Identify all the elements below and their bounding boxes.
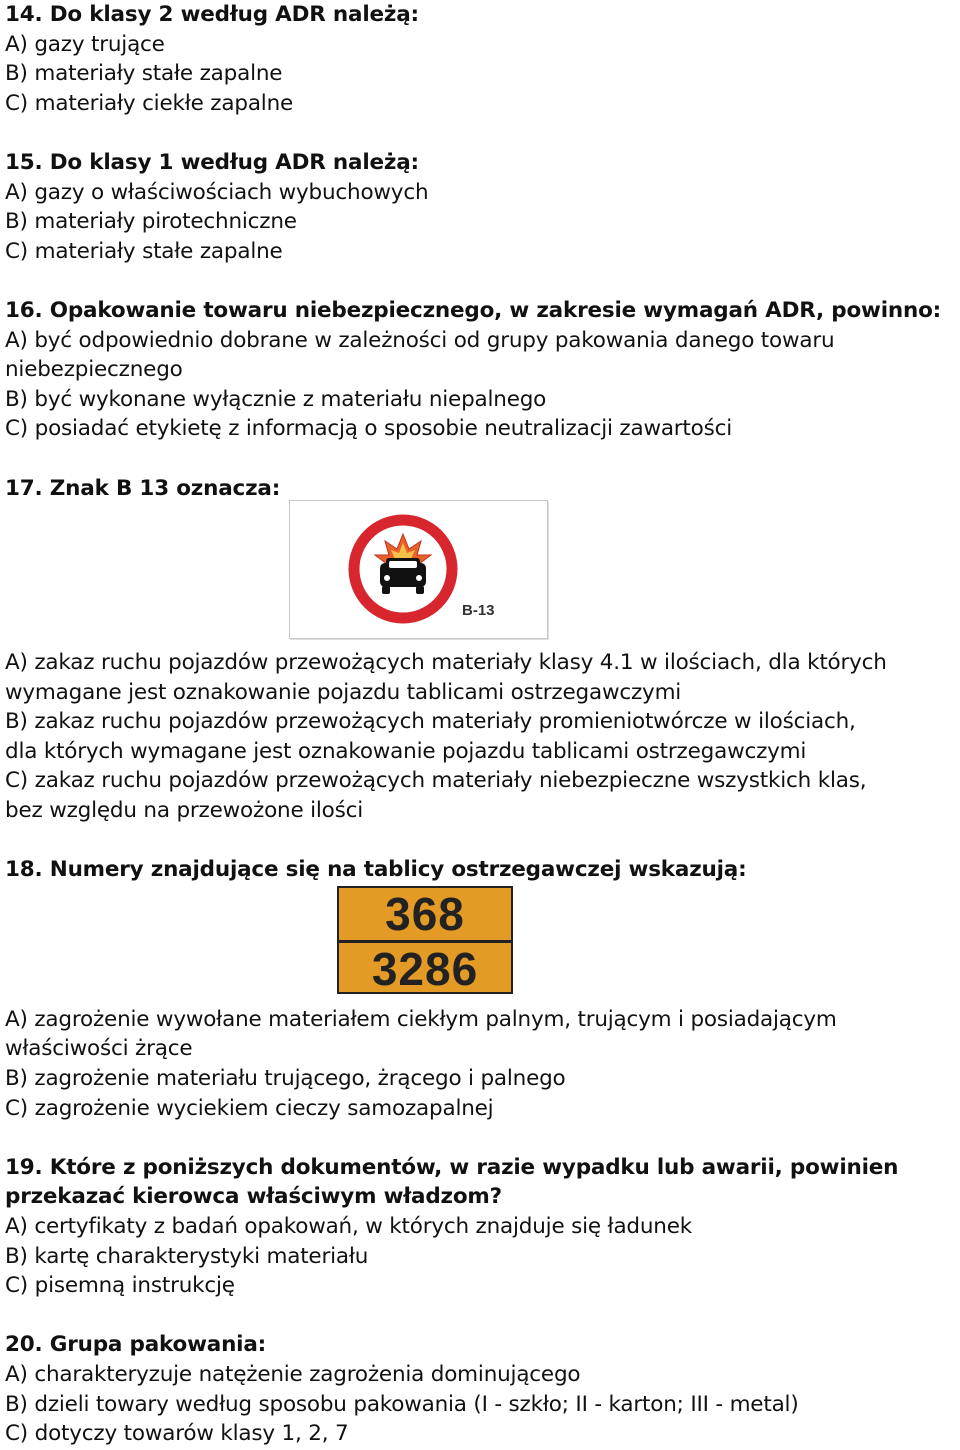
answer-c: C) materiały ciekłe zapalne: [5, 90, 294, 116]
un-number: 3286: [339, 940, 511, 995]
sign-label: B-13: [462, 602, 495, 619]
question-title: 19. Które z poniższych dokumentów, w razie wypadku lub awarii, powinien: [5, 1154, 899, 1180]
document-page: [5, 0, 960, 1449]
answer-a: A) gazy trujące: [5, 31, 165, 57]
answer-b: B) zakaz ruchu pojazdów przewożących materiały promieniotwórcze w ilościach,: [5, 709, 856, 735]
answer-a: A) charakteryzuje natężenie zagrożenia dominującego: [5, 1361, 581, 1387]
question-14: [5, 0, 960, 118]
answer-c-continued: bez względu na przewożone ilości: [5, 798, 364, 824]
question-title: 14. Do klasy 2 według ADR należą:: [5, 2, 419, 27]
answer-b: B) dzieli towary według sposobu pakowania (I - szkło; II - karton; III - metal): [5, 1391, 799, 1417]
answer-a: A) być odpowiednio dobrane w zależności od grupy pakowania danego towaru: [5, 327, 835, 353]
answer-b: B) zagrożenie materiału trującego, żrącego i palnego: [5, 1066, 566, 1092]
question-16: [5, 296, 960, 444]
answer-b-continued: dla których wymagane jest oznakowanie pojazdu tablicami ostrzegawczymi: [5, 738, 807, 764]
answer-b: B) materiały stałe zapalne: [5, 61, 283, 87]
question-title-continued: przekazać kierowca właściwym władzom?: [5, 1184, 502, 1210]
question-title: 15. Do klasy 1 według ADR należą:: [5, 149, 419, 175]
answer-a: A) gazy o właściwościach wybuchowych: [5, 179, 429, 205]
question-15: [5, 148, 960, 266]
answer-c: C) zakaz ruchu pojazdów przewożących materiały niebezpieczne wszystkich klas,: [5, 768, 867, 794]
answer-a-continued: właściwości żrące: [5, 1036, 193, 1062]
answer-a: A) zakaz ruchu pojazdów przewożących materiały klasy 4.1 w ilościach, dla których: [5, 650, 887, 676]
answer-a-continued: wymagane jest oznakowanie pojazdu tablicami ostrzegawczymi: [5, 679, 682, 705]
question-title: 16. Opakowanie towaru niebezpiecznego, w zakresie wymagań ADR, powinno:: [5, 297, 942, 323]
hazard-identification-number: 368: [385, 888, 465, 940]
no-dangerous-goods-vehicle-icon: [290, 501, 547, 638]
answer-b: B) materiały pirotechniczne: [5, 209, 297, 235]
answer-c: C) materiały stałe zapalne: [5, 238, 283, 264]
answer-a: A) certyfikaty z badań opakowań, w których znajduje się ładunek: [5, 1214, 693, 1239]
answer-c: C) zagrożenie wyciekiem cieczy samozapalnej: [5, 1095, 494, 1121]
question-19: [5, 1153, 960, 1301]
answer-a-continued: niebezpiecznego: [5, 357, 183, 383]
answer-c: C) posiadać etykietę z informacją o sposobie neutralizacji zawartości: [5, 416, 733, 442]
question-title: 20. Grupa pakowania:: [5, 1332, 267, 1358]
orange-hazard-plate: [337, 886, 513, 994]
answer-c: C) dotyczy towarów klasy 1, 2, 7: [5, 1421, 349, 1447]
answer-b: B) kartę charakterystyki materiału: [5, 1243, 369, 1269]
question-title: 17. Znak B 13 oznacza:: [5, 475, 281, 501]
question-title: 18. Numery znajdujące się na tablicy ostrzegawczej wskazują:: [5, 857, 747, 883]
answer-a: A) zagrożenie wywołane materiałem ciekłym palnym, trującym i posiadającym: [5, 1006, 837, 1032]
road-sign-b13-image: [289, 500, 548, 639]
question-20: [5, 1330, 960, 1448]
answer-c: C) pisemną instrukcję: [5, 1273, 235, 1299]
answer-b: B) być wykonane wyłącznie z materiału niepalnego: [5, 386, 547, 412]
